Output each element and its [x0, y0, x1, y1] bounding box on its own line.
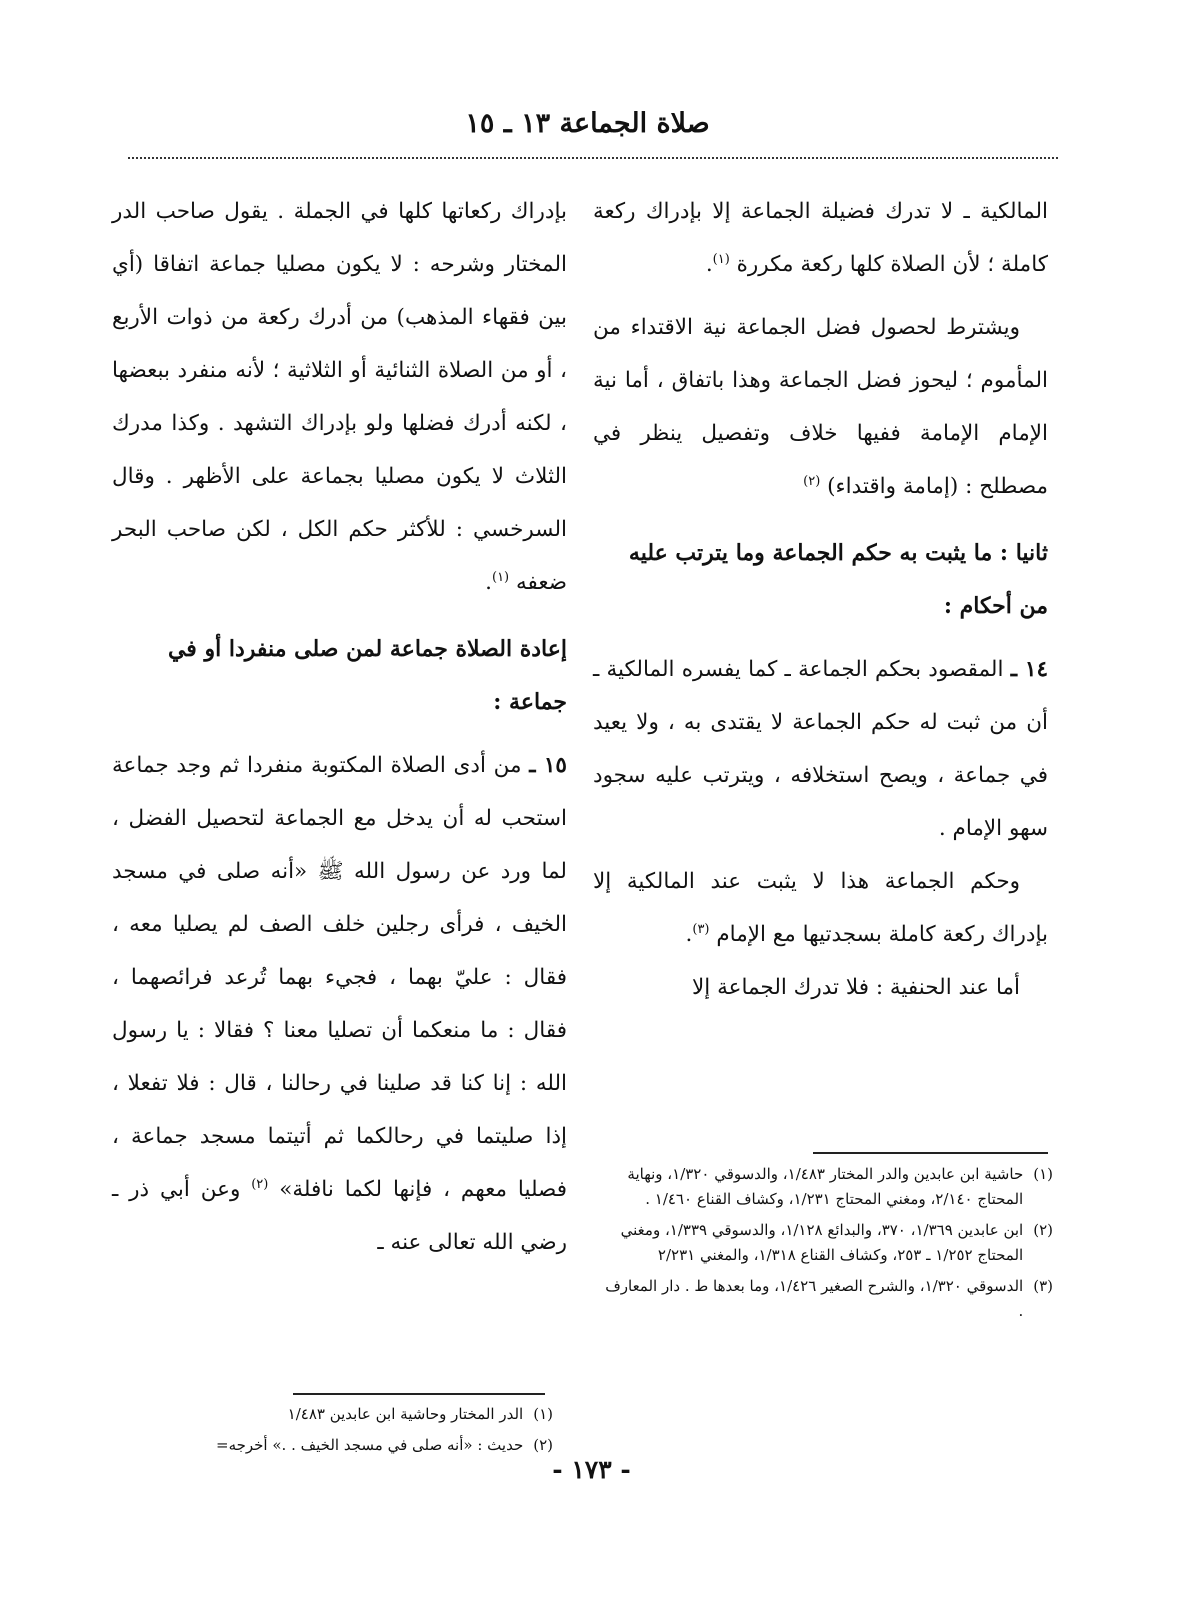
right-column: [593, 185, 1048, 1014]
section-heading-iadah: إعادة الصلاة جماعة لمن صلى منفردا أو في جماعة :: [167, 636, 567, 715]
footnote-text: الدر المختار وحاشية ابن عابدين ١/٤٨٣: [287, 1405, 524, 1423]
footnote-number: (١): [533, 1405, 553, 1423]
right-p3-text: المقصود بحكم الجماعة ـ كما يفسره المالكية ـ أن من ثبت له حكم الجماعة لا يقتدى به ، ولا يعيد في جماعة ، ويصح استخلافه ، ويترتب عليه سجود سهو الإمام .: [593, 657, 1048, 841]
footnote: [603, 1218, 1053, 1268]
footnote-ref: (١): [491, 569, 510, 585]
right-paragraph-1: المالكية ـ لا تدرك فضيلة الجماعة إلا بإدراك ركعة كاملة ؛ لأن الصلاة كلها ركعة مكررة $^{(١)}$.: [593, 199, 1048, 277]
page-number: - ١٧٣ -: [552, 1455, 631, 1484]
right-p1-text: المالكية ـ لا تدرك فضيلة الجماعة إلا بإدراك ركعة كاملة ؛ لأن الصلاة كلها ركعة مكررة: [593, 199, 1048, 277]
page-header-title: صلاة الجماعة ١٣ ـ ١٥: [465, 108, 710, 139]
footnote-ref: (١): [712, 251, 730, 267]
right-p2-text: ويشترط لحصول فضل الجماعة نية الاقتداء من المأموم ؛ ليحوز فضل الجماعة وهذا باتفاق ، أما نية الإمام الإمامة ففيها خلاف وتفصيل ينظر في مصطلح : (إمامة واقتداء): [593, 315, 1048, 499]
left-paragraph-1: بإدراك ركعاتها كلها في الجملة . يقول صاحب الدر المختار وشرحه : لا يكون مصليا جماعة اتفاقا (أي بين فقهاء المذهب) من أدرك ركعة من ذوات الأربع ، أو من الصلاة الثنائية أو الثلاثية ؛ لأنه منفرد ببعضها ، لكنه أدرك فضلها ولو بإدراك التشهد . وكذا مدرك الثلاث لا يكون مصليا بجماعة على الأظهر . وقال السرخسي : للأكثر حكم الكل ، لكن صاحب البحر ضعفه $^{(١)}$.: [112, 199, 567, 595]
footnote-text: الدسوقي ١/٣٢٠، والشرح الصغير ١/٤٢٦، وما بعدها ط . دار المعارف .: [605, 1277, 1024, 1320]
footnote-text: حاشية ابن عابدين والدر المختار ١/٤٨٣، والدسوقي ١/٣٢٠، ونهاية المحتاج ٢/١٤٠، ومغني المحتاج ١/٢٣١، وكشاف القناع ١/٤٦٠ .: [627, 1165, 1024, 1208]
footnote-number: (٣): [1033, 1277, 1053, 1295]
footnote-number: (٢): [1033, 1221, 1053, 1239]
right-paragraph-4: وحكم الجماعة هذا لا يثبت عند المالكية إلا بإدراك ركعة كاملة بسجدتيها مع الإمام $^{(٣)}$.: [593, 869, 1048, 947]
footnote: [108, 1402, 553, 1427]
footnote-ref: (٢): [803, 473, 821, 489]
header-dotted-divider: [128, 157, 1058, 159]
right-p4-text: وحكم الجماعة هذا لا يثبت عند المالكية إلا بإدراك ركعة كاملة بسجدتيها مع الإمام: [593, 869, 1048, 947]
right-footnote-divider: [813, 1152, 1048, 1154]
right-paragraph-3: [593, 643, 1048, 855]
footnote-number: (١): [1033, 1165, 1053, 1183]
section-heading-thanian: ثانيا : ما يثبت به حكم الجماعة وما يترتب عليه من أحكام :: [628, 540, 1048, 619]
footnote-ref: (٢): [251, 1176, 269, 1192]
left-footnote-divider: [293, 1393, 545, 1395]
footnote-number: (٢): [533, 1436, 553, 1454]
footnote-text: ابن عابدين ١/٣٦٩، ٣٧٠، والبدائع ١/١٢٨، والدسوقي ١/٣٣٩، ومغني المحتاج ١/٢٥٢ ـ ٢٥٣، وكشاف القناع ١/٣١٨، والمغني ٢/٢٣١: [620, 1221, 1024, 1264]
footnote: [603, 1162, 1053, 1212]
footnote-text: حديث : «أنه صلى في مسجد الخيف . .» أخرجه=: [216, 1436, 524, 1454]
left-column: [112, 185, 567, 1269]
paragraph-number: ١٤ ـ: [1010, 657, 1048, 682]
left-p2-text: من أدى الصلاة المكتوبة منفردا ثم وجد جماعة استحب له أن يدخل مع الجماعة لتحصيل الفضل ، لما ورد عن رسول الله ﷺ «أنه صلى في مسجد الخيف ، فرأى رجلين خلف الصف لم يصليا معه ، فقال : عليّ بهما ، فجيء بهما تُرعد فرائصهما ، فقال : ما منعكما أن تصليا معنا ؟ فقالا : يا رسول الله : إنا كنا قد صلينا في رحالنا ، قال : فلا تفعلا ، إذا صليتما في رحالكما ثم أتيتما مسجد جماعة ، فصليا معهم ، فإنها لكما نافلة»: [112, 753, 567, 1202]
paragraph-number: ١٥ ـ: [529, 753, 567, 778]
footnote-ref: (٣): [692, 921, 710, 937]
left-paragraph-2: [112, 739, 567, 1269]
right-paragraph-5: أما عند الحنفية : فلا تدرك الجماعة إلا: [692, 975, 1020, 1000]
right-footnotes: [603, 1162, 1053, 1330]
footnote: [603, 1274, 1053, 1324]
left-p1-text: بإدراك ركعاتها كلها في الجملة . يقول صاحب الدر المختار وشرحه : لا يكون مصليا جماعة اتفاقا (أي بين فقهاء المذهب) من أدرك ركعة من ذوات الأربع ، أو من الصلاة الثنائية أو الثلاثية ؛ لأنه منفرد ببعضها ، لكنه أدرك فضلها ولو بإدراك التشهد . وكذا مدرك الثلاث لا يكون مصليا بجماعة على الأظهر . وقال السرخسي : للأكثر حكم الكل ، لكن صاحب البحر ضعفه: [112, 199, 567, 595]
left-p2-tail: وعن أبي ذر ـ رضي الله تعالى عنه ـ: [112, 1177, 567, 1255]
right-paragraph-2: [593, 301, 1048, 513]
